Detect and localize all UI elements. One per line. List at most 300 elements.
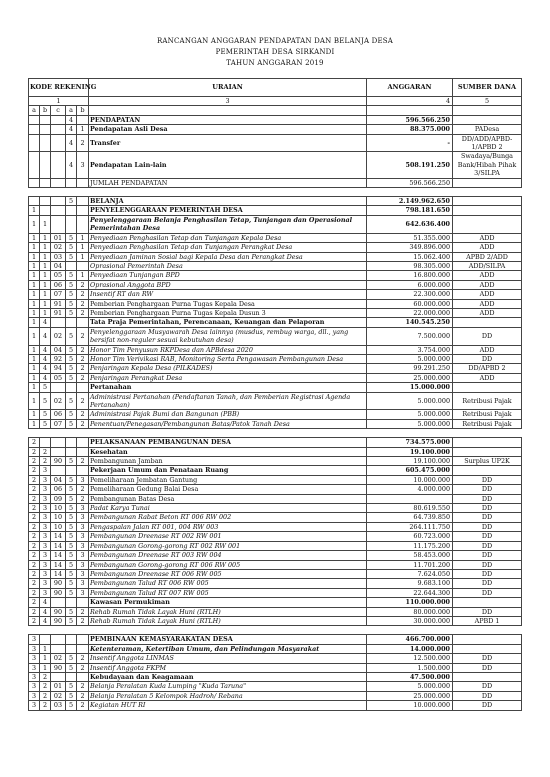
code-cell: 2: [77, 308, 89, 317]
code-cell: 2: [40, 447, 51, 456]
code-cell: 1: [29, 308, 40, 317]
code-cell: [77, 635, 89, 644]
code-cell: 2: [77, 682, 89, 691]
code-cell: [66, 261, 77, 270]
code-cell: 1: [40, 271, 51, 280]
code-cell: [40, 206, 51, 215]
code-cell: 10: [51, 513, 66, 522]
code-cell: 5: [40, 410, 51, 419]
table-row: [29, 466, 522, 475]
code-cell: [29, 188, 40, 197]
code-cell: 01: [51, 682, 66, 691]
funding-source-cell: DD: [453, 504, 522, 513]
code-cell: 1: [40, 243, 51, 252]
code-cell: 5: [66, 541, 77, 550]
code-cell: [77, 215, 89, 233]
funding-source-cell: [453, 383, 522, 392]
amount-cell: 98.305.000: [367, 261, 453, 270]
code-cell: 03: [51, 252, 66, 261]
description-cell: Pendapatan Asli Desa: [89, 125, 367, 134]
description-cell: Penyelenggaraan Musyawarah Desa lainnya (musdus, rembug warga, dll., yang bersifat non-reguler sesuai kebutuhan desa): [89, 327, 367, 345]
code-cell: 1: [40, 308, 51, 317]
code-cell: 1: [40, 299, 51, 308]
code-cell: 2: [29, 607, 40, 616]
code-cell: 2: [29, 579, 40, 588]
code-cell: [51, 134, 66, 152]
code-cell: [77, 318, 89, 327]
code-cell: [66, 383, 77, 392]
description-cell: Kesehatan: [89, 447, 367, 456]
table-row: [29, 243, 522, 252]
code-cell: 07: [51, 290, 66, 299]
code-cell: 2: [40, 691, 51, 700]
code-cell: [66, 318, 77, 327]
code-cell: 1: [29, 373, 40, 382]
code-cell: [77, 598, 89, 607]
description-cell: Pertanahan: [89, 383, 367, 392]
amount-cell: 88.375.000: [367, 125, 453, 134]
code-cell: 5: [66, 354, 77, 363]
code-cell: 3: [40, 466, 51, 475]
code-cell: [51, 429, 66, 438]
amount-cell: 64.739.850: [367, 513, 453, 522]
code-cell: 4: [40, 354, 51, 363]
funding-source-cell: DD: [453, 541, 522, 550]
description-cell: Pemeliharaan Gedung Balai Desa: [89, 485, 367, 494]
code-cell: 14: [51, 560, 66, 569]
code-cell: 5: [66, 654, 77, 663]
table-row: [29, 682, 522, 691]
code-cell: 5: [66, 569, 77, 578]
code-cell: [77, 188, 89, 197]
description-cell: [89, 626, 367, 635]
code-cell: 1: [29, 345, 40, 354]
amount-cell: 99.291.250: [367, 364, 453, 373]
code-cell: 2: [29, 616, 40, 625]
amount-cell: 10.000.000: [367, 475, 453, 484]
code-cell: 2: [77, 299, 89, 308]
code-cell: 1: [29, 280, 40, 289]
funding-source-cell: [453, 115, 522, 124]
table-row: [29, 569, 522, 578]
table-row: [29, 626, 522, 635]
description-cell: Padat Karya Tunai: [89, 504, 367, 513]
code-cell: [77, 178, 89, 187]
description-cell: Ketenteraman, Ketertiban Umum, dan Pelindungan Masyarakat: [89, 644, 367, 653]
code-cell: [40, 197, 51, 206]
description-cell: Kegiatan HUT RI: [89, 701, 367, 710]
table-row: [29, 635, 522, 644]
code-cell: 06: [51, 280, 66, 289]
code-cell: 07: [51, 419, 66, 428]
description-cell: Penyediaan Jaminan Sosial bagi Kepala Desa dan Perangkat Desa: [89, 252, 367, 261]
description-cell: JUMLAH PENDAPATAN: [89, 178, 367, 187]
code-cell: 2: [77, 280, 89, 289]
code-cell: 1: [29, 410, 40, 419]
code-cell: 1: [29, 261, 40, 270]
amount-cell: 5.000.000: [367, 682, 453, 691]
code-cell: 1: [29, 290, 40, 299]
table-row: [29, 701, 522, 710]
table-row: [29, 457, 522, 466]
code-cell: 2: [77, 607, 89, 616]
code-cell: 1: [29, 354, 40, 363]
code-cell: 3: [77, 579, 89, 588]
table-row: [29, 308, 522, 317]
code-cell: 4: [40, 318, 51, 327]
table-row: [29, 373, 522, 382]
amount-cell: 10.000.000: [367, 701, 453, 710]
amount-cell: 47.500.000: [367, 672, 453, 681]
code-cell: 1: [77, 271, 89, 280]
table-row: [29, 134, 522, 152]
code-cell: 2: [40, 682, 51, 691]
funding-source-cell: [453, 318, 522, 327]
code-cell: [40, 188, 51, 197]
description-cell: Penentuan/Penegasan/Pembangunan Batas/Patok Tanah Desa: [89, 419, 367, 428]
amount-cell: 22.000.000: [367, 308, 453, 317]
code-cell: 90: [51, 663, 66, 672]
code-cell: 2: [29, 447, 40, 456]
funding-source-cell: [453, 635, 522, 644]
code-cell: [77, 206, 89, 215]
table-row: [29, 125, 522, 134]
code-cell: [51, 635, 66, 644]
amount-cell: 734.575.000: [367, 438, 453, 447]
header-year: TAHUN ANGGARAN 2019: [226, 59, 324, 67]
code-cell: 1: [29, 206, 40, 215]
amount-cell: 140.545.250: [367, 318, 453, 327]
code-cell: 4: [66, 125, 77, 134]
code-cell: [77, 644, 89, 653]
amount-cell: 51.355.000: [367, 233, 453, 242]
code-cell: 4: [40, 327, 51, 345]
description-cell: Pekerjaan Umum dan Penataan Ruang: [89, 466, 367, 475]
code-cell: 4: [40, 364, 51, 373]
funding-source-cell: DD/ADD/APBD-1/APBD 2: [453, 134, 522, 152]
code-cell: 3: [77, 504, 89, 513]
code-cell: [51, 466, 66, 475]
description-cell: [89, 429, 367, 438]
description-cell: BELANJA: [89, 197, 367, 206]
code-cell: 02: [51, 392, 66, 410]
code-cell: 09: [51, 494, 66, 503]
code-cell: 5: [66, 504, 77, 513]
code-cell: 5: [40, 383, 51, 392]
description-cell: Pembangunan Rabat Beton RT 006 RW 002: [89, 513, 367, 522]
table-row: [29, 485, 522, 494]
code-cell: [51, 438, 66, 447]
amount-cell: 80.000.000: [367, 607, 453, 616]
code-cell: 2: [77, 354, 89, 363]
code-cell: [77, 466, 89, 475]
description-cell: Pendapatan Lain-lain: [89, 152, 367, 178]
code-cell: 5: [66, 663, 77, 672]
column-number: 5: [453, 97, 522, 106]
table-row: [29, 271, 522, 280]
code-cell: 2: [29, 438, 40, 447]
code-cell: 04: [51, 345, 66, 354]
column-letter: b: [77, 106, 89, 115]
code-cell: 3: [40, 588, 51, 597]
code-cell: 2: [77, 327, 89, 345]
table-row: [29, 607, 522, 616]
code-cell: [51, 206, 66, 215]
table-row: [29, 494, 522, 503]
code-cell: 2: [29, 485, 40, 494]
funding-source-cell: ADD: [453, 233, 522, 242]
amount-cell: 596.566.250: [367, 115, 453, 124]
code-cell: 3: [40, 551, 51, 560]
funding-source-cell: DD: [453, 494, 522, 503]
amount-cell: 30.000.000: [367, 616, 453, 625]
description-cell: Rehab Rumah Tidak Layak Huni (RTLH): [89, 616, 367, 625]
table-row: [29, 541, 522, 550]
code-cell: 05: [51, 373, 66, 382]
code-cell: 3: [40, 532, 51, 541]
amount-cell: 508.191.250: [367, 152, 453, 178]
anggaran-header: ANGGARAN: [367, 79, 453, 97]
funding-source-cell: DD/APBD 2: [453, 364, 522, 373]
code-cell: [40, 438, 51, 447]
code-cell: 2: [29, 475, 40, 484]
description-cell: Pemberian Penghargaan Purna Tugas Kepala Desa: [89, 299, 367, 308]
code-cell: 4: [66, 115, 77, 124]
description-cell: Oprasional Pemerintah Desa: [89, 261, 367, 270]
code-cell: [29, 626, 40, 635]
table-row: [29, 672, 522, 681]
table-row: [29, 616, 522, 625]
code-cell: 1: [40, 290, 51, 299]
code-cell: [29, 178, 40, 187]
code-cell: 01: [51, 233, 66, 242]
code-cell: [40, 635, 51, 644]
funding-source-cell: [453, 438, 522, 447]
code-cell: 2: [29, 598, 40, 607]
amount-cell: 11.175.200: [367, 541, 453, 550]
code-cell: 1: [40, 280, 51, 289]
table-row: [29, 663, 522, 672]
description-cell: Tata Praja Pemerintahan, Perencanaan, Keuangan dan Pelaporan: [89, 318, 367, 327]
code-cell: 5: [66, 280, 77, 289]
code-cell: [40, 134, 51, 152]
funding-source-cell: Surplus UP2K: [453, 457, 522, 466]
funding-source-cell: DD: [453, 682, 522, 691]
code-cell: 91: [51, 308, 66, 317]
description-cell: Pemeliharaan Jembatan Gantung: [89, 475, 367, 484]
funding-source-cell: Retribusi Pajak: [453, 410, 522, 419]
funding-source-cell: [453, 447, 522, 456]
code-cell: 10: [51, 504, 66, 513]
code-cell: 90: [51, 579, 66, 588]
code-cell: 1: [29, 392, 40, 410]
description-cell: Pembangunan Talud RT 007 RW 005: [89, 588, 367, 597]
description-cell: Pembangunan Dreenase RT 002 RW 001: [89, 532, 367, 541]
table-row: [29, 290, 522, 299]
code-cell: 1: [29, 318, 40, 327]
code-cell: 4: [66, 134, 77, 152]
code-cell: [51, 598, 66, 607]
funding-source-cell: DD: [453, 551, 522, 560]
description-cell: [89, 188, 367, 197]
code-cell: 4: [40, 616, 51, 625]
code-cell: 2: [77, 494, 89, 503]
code-cell: 04: [51, 475, 66, 484]
code-cell: 3: [29, 654, 40, 663]
code-cell: [66, 447, 77, 456]
amount-cell: 60.723.000: [367, 532, 453, 541]
amount-cell: 642.636.400: [367, 215, 453, 233]
funding-source-cell: Retribusi Pajak: [453, 419, 522, 428]
code-cell: 5: [66, 513, 77, 522]
code-cell: 3: [40, 513, 51, 522]
code-cell: 1: [40, 644, 51, 653]
funding-source-cell: DD: [453, 354, 522, 363]
code-cell: [51, 447, 66, 456]
code-cell: [29, 197, 40, 206]
table-row: [29, 691, 522, 700]
code-cell: 5: [66, 522, 77, 531]
code-cell: 2: [77, 663, 89, 672]
code-cell: 2: [29, 466, 40, 475]
code-cell: 03: [51, 701, 66, 710]
code-cell: 1: [29, 299, 40, 308]
description-cell: Penyediaan Tunjangan BPD: [89, 271, 367, 280]
table-row: [29, 551, 522, 560]
column-letter-row: [29, 106, 522, 115]
code-cell: 02: [51, 327, 66, 345]
description-cell: Oprasional Anggota BPD: [89, 280, 367, 289]
funding-source-cell: [453, 644, 522, 653]
amount-cell: -: [367, 134, 453, 152]
code-cell: 5: [66, 588, 77, 597]
table-row: [29, 280, 522, 289]
code-cell: 3: [40, 541, 51, 550]
code-cell: 3: [77, 551, 89, 560]
column-number-row: [29, 97, 522, 106]
code-cell: 06: [51, 410, 66, 419]
funding-source-cell: [453, 466, 522, 475]
code-cell: 1: [40, 252, 51, 261]
code-cell: [40, 125, 51, 134]
code-cell: [77, 429, 89, 438]
amount-cell: 22.300.000: [367, 290, 453, 299]
code-cell: [77, 261, 89, 270]
funding-source-cell: [453, 215, 522, 233]
table-row: [29, 654, 522, 663]
code-cell: 2: [77, 701, 89, 710]
code-cell: 5: [66, 485, 77, 494]
funding-source-cell: DD: [453, 513, 522, 522]
column-number: 4: [367, 97, 453, 106]
table-row: [29, 233, 522, 242]
code-cell: 3: [40, 485, 51, 494]
table-row: [29, 579, 522, 588]
code-cell: 1: [29, 243, 40, 252]
amount-cell: 22.644.300: [367, 588, 453, 597]
funding-source-cell: [453, 178, 522, 187]
table-row: [29, 410, 522, 419]
uraian-header: URAIAN: [89, 79, 367, 97]
description-cell: PENDAPATAN: [89, 115, 367, 124]
funding-source-cell: APBD 2/ADD: [453, 252, 522, 261]
code-cell: 5: [66, 308, 77, 317]
column-letter: b: [40, 106, 51, 115]
description-cell: Pembangunan Gorong-gorong RT 006 RW 005: [89, 560, 367, 569]
code-cell: 2: [40, 672, 51, 681]
code-cell: 90: [51, 588, 66, 597]
code-cell: [66, 626, 77, 635]
table-row: [29, 588, 522, 597]
funding-source-cell: DD: [453, 532, 522, 541]
amount-cell: 1.500.000: [367, 663, 453, 672]
description-cell: Pemberian Penghargaan Purna Tugas Kepala Dusun 3: [89, 308, 367, 317]
code-cell: 5: [66, 373, 77, 382]
code-cell: 3: [40, 504, 51, 513]
funding-source-cell: ADD: [453, 299, 522, 308]
amount-cell: 5.000.000: [367, 410, 453, 419]
code-cell: 5: [66, 607, 77, 616]
amount-cell: 798.181.650: [367, 206, 453, 215]
funding-source-cell: DD: [453, 579, 522, 588]
code-cell: 1: [40, 663, 51, 672]
table-row: [29, 644, 522, 653]
code-cell: 3: [77, 569, 89, 578]
table-row: [29, 152, 522, 178]
code-cell: 5: [66, 243, 77, 252]
amount-cell: 5.000.000: [367, 419, 453, 428]
code-cell: 2: [77, 134, 89, 152]
code-cell: 2: [77, 345, 89, 354]
code-cell: 90: [51, 616, 66, 625]
funding-source-cell: PADesa: [453, 125, 522, 134]
column-letter: a: [29, 106, 40, 115]
funding-source-cell: DD: [453, 654, 522, 663]
code-cell: [66, 429, 77, 438]
code-cell: 2: [77, 410, 89, 419]
code-cell: [51, 383, 66, 392]
amount-cell: 80.619.550: [367, 504, 453, 513]
amount-cell: 5.000.000: [367, 354, 453, 363]
code-cell: 1: [29, 215, 40, 233]
code-cell: 2: [29, 494, 40, 503]
amount-cell: 7.624.050: [367, 569, 453, 578]
code-cell: [77, 115, 89, 124]
funding-source-cell: ADD: [453, 243, 522, 252]
description-cell: Transfer: [89, 134, 367, 152]
code-cell: 3: [29, 644, 40, 653]
code-cell: [77, 438, 89, 447]
code-cell: 14: [51, 541, 66, 550]
description-cell: Penyelenggaraan Belanja Penghasilan Tetap, Tunjangan dan Operasional Pemerintahan Desa: [89, 215, 367, 233]
code-cell: 5: [66, 271, 77, 280]
funding-source-cell: DD: [453, 485, 522, 494]
amount-cell: 2.149.962.650: [367, 197, 453, 206]
funding-source-cell: DD: [453, 607, 522, 616]
code-cell: [29, 125, 40, 134]
code-cell: 3: [40, 569, 51, 578]
amount-cell: 15.000.000: [367, 383, 453, 392]
amount-cell: [367, 626, 453, 635]
table-row: [29, 206, 522, 215]
code-cell: 2: [29, 504, 40, 513]
code-cell: 2: [29, 560, 40, 569]
amount-cell: 60.000.000: [367, 299, 453, 308]
amount-cell: [367, 494, 453, 503]
code-cell: [51, 115, 66, 124]
code-cell: 90: [51, 457, 66, 466]
code-cell: 3: [40, 579, 51, 588]
